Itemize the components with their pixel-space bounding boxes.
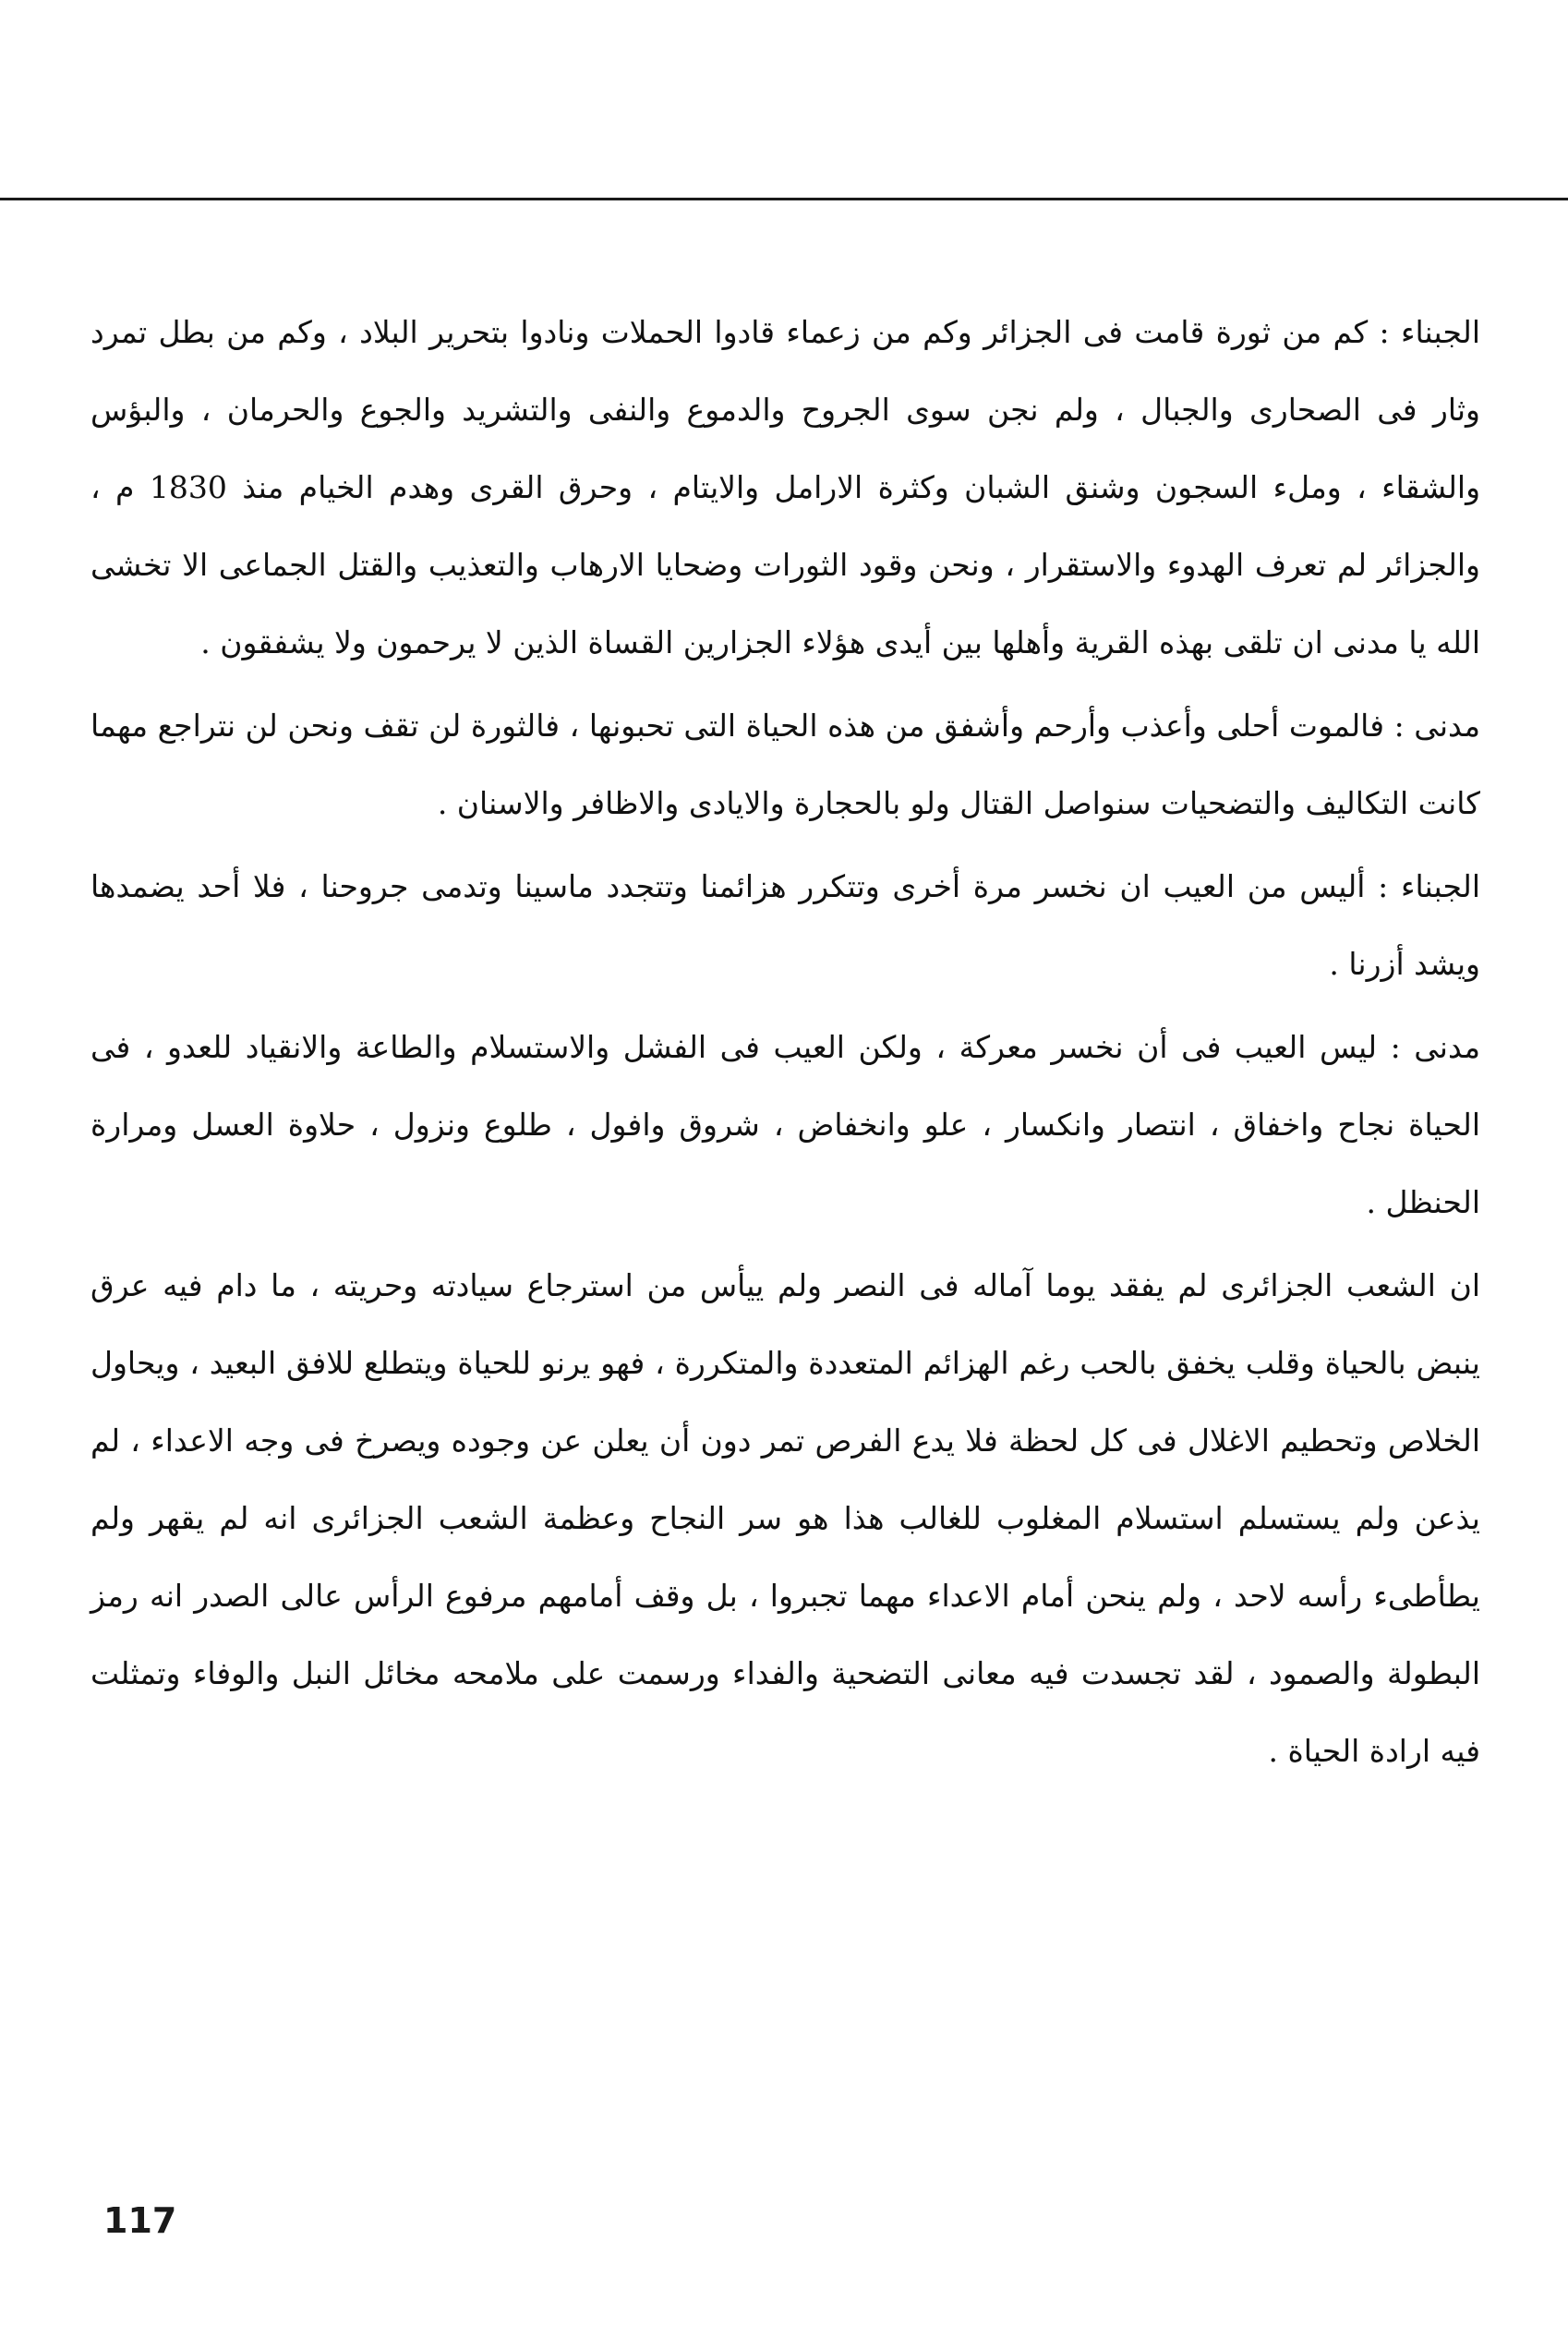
- speaker-label: الجبناء :: [1379, 314, 1480, 350]
- header-rule: [0, 198, 1568, 200]
- paragraph-1: [90, 294, 1480, 682]
- speaker-label: الجبناء :: [1378, 868, 1480, 904]
- paragraph-text: فالموت أحلى وأعذب وأرحم وأشفق من هذه الحياة التى تحبونها ، فالثورة لن تقف ونحن لن نتراجع مهما كانت التكاليف والتضحيات سنواصل القتال ولو بالحجارة والايادى والاظافر والاسنان .: [90, 708, 1480, 821]
- speaker-label: مدنى :: [1390, 1029, 1480, 1065]
- paragraph-5: [90, 1247, 1480, 1790]
- paragraph-text: كم من ثورة قامت فى الجزائر وكم من زعماء قادوا الحملات ونادوا بتحرير البلاد ، وكم من بطل تمرد وثار فى الصحارى والجبال ، ولم نجن سوى الجروح والدموع والنفى والتشريد والجوع والحرمان ، والبؤس والشقاء ، وملء السجون وشنق الشبان وكثرة الارامل والايتام ، وحرق القرى وهدم الخيام منذ 1830 م ، والجزائر لم تعرف الهدوء والاستقرار ، ونحن وقود الثورات وضحايا الارهاب والتعذيب والقتل الجماعى الا تخشى الله يا مدنى ان تلقى بهذه القرية وأهلها بين أيدى هؤلاء الجزارين القساة الذين لا يرحمون ولا يشفقون .: [90, 314, 1481, 660]
- paragraph-2: [90, 687, 1480, 842]
- paragraph-text: أليس من العيب ان نخسر مرة أخرى وتتكرر هزائمنا وتتجدد ماسينا وتدمى جروحنا ، فلا أحد يضمدها ويشد أزرنا .: [90, 868, 1480, 982]
- speaker-label: مدنى :: [1393, 708, 1480, 744]
- dialogue-text: [90, 294, 1480, 1796]
- paragraph-3: [90, 848, 1480, 1003]
- paragraph-text: ليس العيب فى أن نخسر معركة ، ولكن العيب فى الفشل والاستسلام والطاعة والانقياد للعدو ، فى الحياة نجاح واخفاق ، انتصار وانكسار ، علو وانخفاض ، شروق وافول ، طلوع ونزول ، حلاوة العسل ومرارة الحنظل .: [90, 1029, 1480, 1220]
- paragraph-4: [90, 1009, 1480, 1241]
- page-number: 117: [103, 2200, 177, 2241]
- paragraph-text: ان الشعب الجزائرى لم يفقد يوما آماله فى النصر ولم ييأس من استرجاع سيادته وحريته ، ما دام فيه عرق ينبض بالحياة وقلب يخفق بالحب رغم الهزائم المتعددة والمتكررة ، فهو يرنو للحياة ويتطلع للافق البعيد ، ويحاول الخلاص وتحطيم الاغلال فى كل لحظة فلا يدع الفرص تمر دون أن يعلن عن وجوده ويصرخ فى وجه الاعداء ، لم يذعن ولم يستسلم استسلام المغلوب للغالب هذا هو سر النجاح وعظمة الشعب الجزائرى انه لم يقهر ولم يطأطىء رأسه لاحد ، ولم ينحن أمام الاعداء مهما تجبروا ، بل وقف أمامهم مرفوع الرأس عالى الصدر انه رمز البطولة والصمود ، لقد تجسدت فيه معانى التضحية والفداء ورسمت على ملامحه مخائل النبل والوفاء وتمثلت فيه ارادة الحياة .: [90, 1267, 1480, 1769]
